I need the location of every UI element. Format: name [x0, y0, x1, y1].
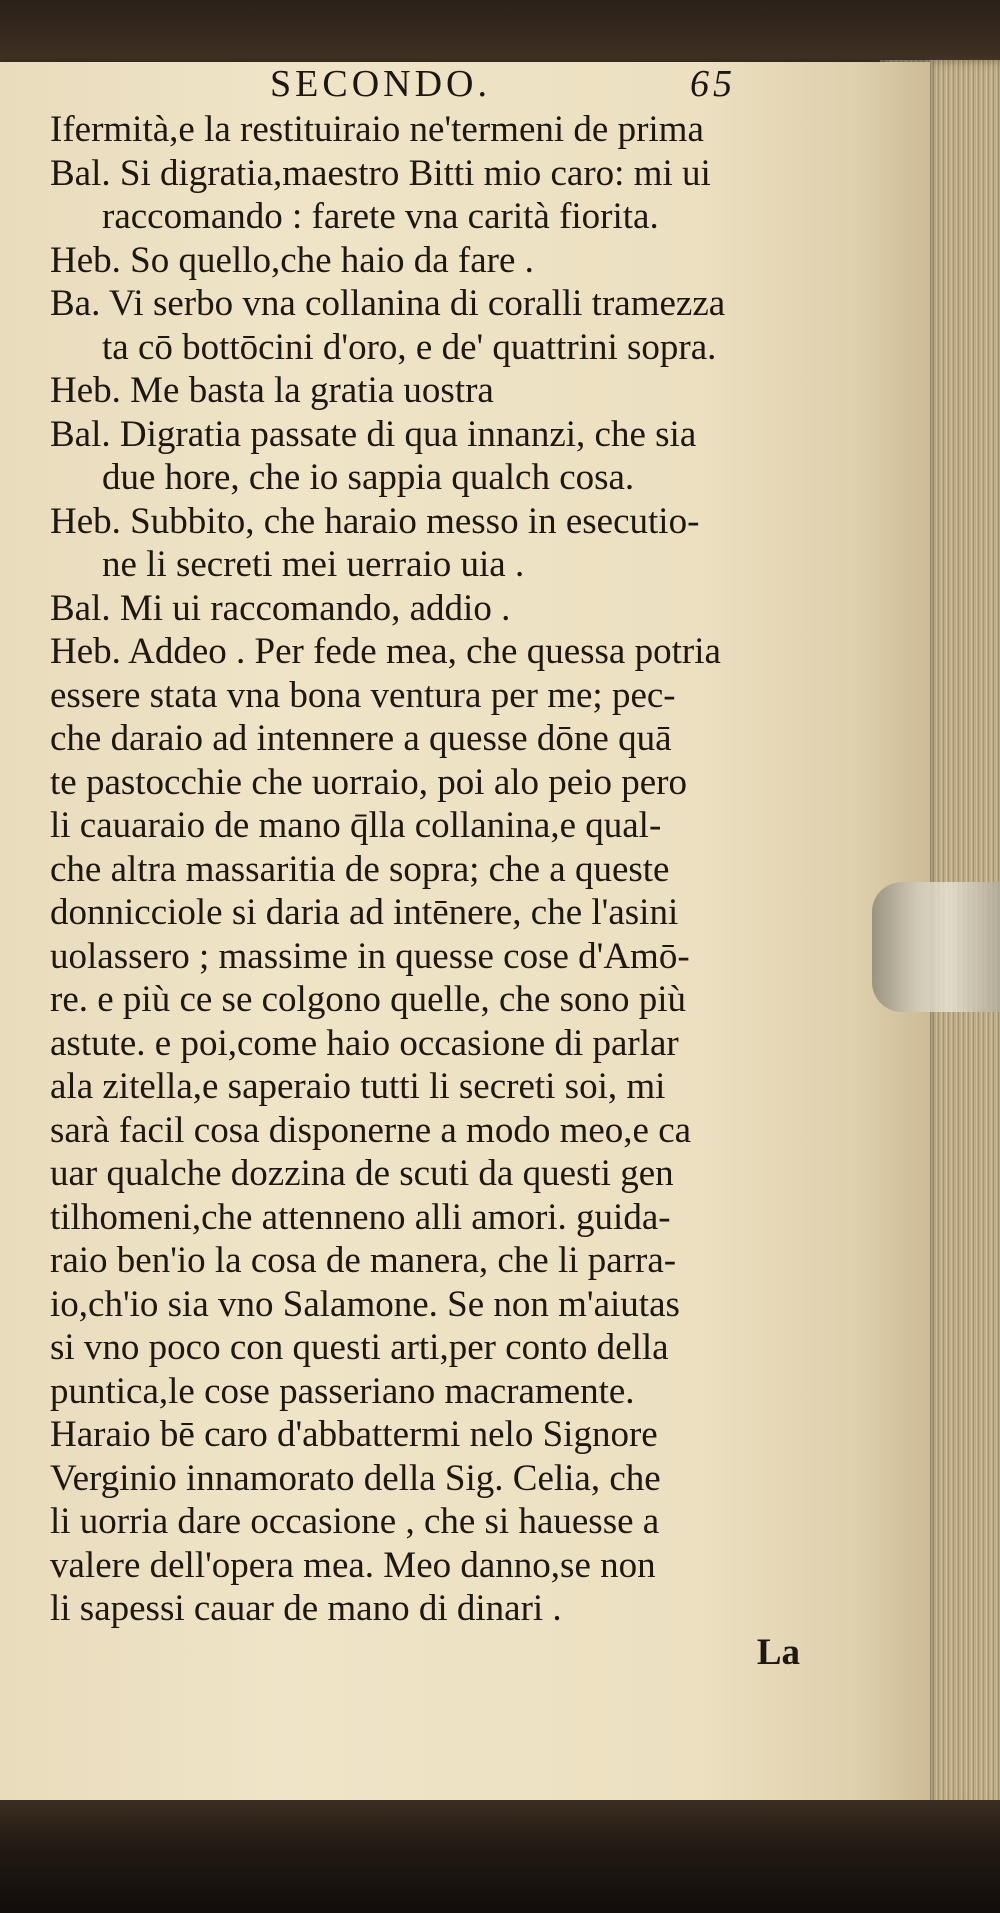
text-line: raio ben'io la cosa de manera, che li parra- — [50, 1240, 677, 1281]
text-line: tilhomeni,che attenneno alli amori. guida- — [50, 1196, 671, 1238]
text-line: Ba. Vi serbo vna collanina di coralli tramezza — [50, 283, 726, 324]
text-line: li sapessi cauar de mano di dinari . — [50, 1588, 562, 1629]
text-line: Heb. Me basta la gratia uostra — [50, 370, 494, 411]
text-line: uar qualche dozzina de scuti da questi gen — [50, 1153, 674, 1194]
text-line: uolassero ; massime in quesse cose d'Amō- — [50, 935, 690, 977]
text-line: valere dell'opera mea. Meo danno,se non — [50, 1544, 656, 1586]
text-line: astute. e poi,come haio occasione di parlar — [50, 1022, 679, 1064]
book-top-shadow — [0, 0, 1000, 70]
text-line: Heb. Subbito, che haraio messo in esecutio- — [50, 500, 700, 542]
text-line: che altra massaritia de sopra; che a queste — [50, 848, 670, 890]
text-line: ta cō bottōcini d'oro, e de' quattrini sopra. — [102, 326, 717, 368]
running-header — [270, 62, 770, 106]
catchword: La — [756, 1631, 800, 1673]
text-line: Ifermità,e la restituiraio ne'termeni de prima — [50, 109, 704, 150]
text-line: li cauaraio de mano q̄lla collanina,e qual- — [50, 805, 662, 846]
text-line: Heb. Addeo . Per fede mea, che quessa potria — [50, 631, 721, 672]
text-line: puntica,le cose passeriano macramente. — [50, 1370, 635, 1412]
text-line: che daraio ad intennere a quesse dōne quā — [50, 718, 672, 759]
text-line: te pastocchie che uorraio, poi alo peio pero — [50, 761, 687, 803]
text-line: Verginio innamorato della Sig. Celia, che — [50, 1457, 661, 1499]
text-line: Haraio bē caro d'abbattermi nelo Signore — [50, 1414, 658, 1455]
text-line: Bal. Si digratia,maestro Bitti mio caro: mi ui — [50, 152, 711, 194]
bookmark-tab — [872, 882, 1000, 1012]
text-line: Heb. So quello,che haio da fare . — [50, 239, 534, 281]
book-bottom-shadow — [0, 1800, 1000, 1913]
text-line: ne li secreti mei uerraio uia . — [102, 544, 525, 585]
text-line: Bal. Mi ui raccomando, addio . — [50, 587, 511, 629]
text-line: donnicciole si daria ad intēnere, che l'asini — [50, 892, 679, 933]
text-line: sarà facil cosa disponerne a modo meo,e ca — [50, 1109, 692, 1151]
text-line: raccomando : farete vna carità fiorita. — [102, 196, 659, 237]
text-line: li uorria dare occasione , che si hauesse a — [50, 1501, 660, 1542]
text-line: ala zitella,e saperaio tutti li secreti soi, mi — [50, 1066, 666, 1107]
text-line: Bal. Digratia passate di qua innanzi, che sia — [50, 413, 697, 455]
text-block — [50, 108, 870, 1674]
text-line: re. e più ce se colgono quelle, che sono più — [50, 979, 686, 1020]
text-line: si vno poco con questi arti,per conto della — [50, 1327, 669, 1368]
text-line: essere stata vna bona ventura per me; pec- — [50, 674, 676, 716]
running-title: SECONDO. — [270, 63, 491, 105]
page-number: 65 — [690, 63, 736, 105]
text-line: io,ch'io sia vno Salamone. Se non m'aiutas — [50, 1283, 680, 1325]
text-line: due hore, che io sappia qualch cosa. — [102, 457, 635, 498]
